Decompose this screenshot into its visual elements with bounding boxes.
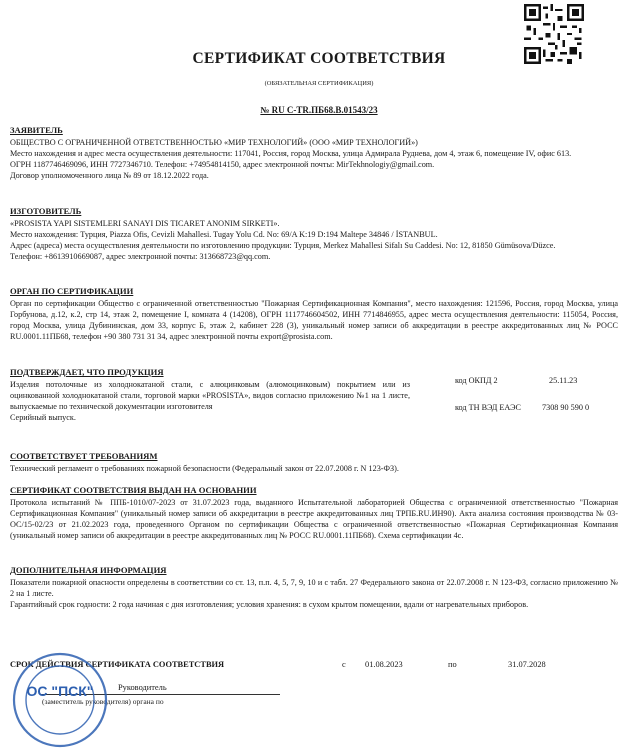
additional-text-1: Показатели пожарной опасности определены в соответствии со ст. 13, п.п. 4, 5, 7, 9, 10 и с табл. 27 Федерального закона от 22.07.2008 г. N 123-ФЗ, согласно приложению № 2 на 1 листе. — [10, 578, 618, 598]
product-serial: Серийный выпуск. — [10, 413, 76, 422]
validity-to-label: по — [448, 660, 457, 669]
applicant-name: ОБЩЕСТВО С ОГРАНИЧЕННОЙ ОТВЕТСТВЕННОСТЬЮ «МИР ТЕХНОЛОГИЙ» (ООО «МИР ТЕХНОЛОГИЙ») — [10, 138, 418, 147]
additional-block — [10, 577, 618, 610]
certificate-number: № RU C-TR.ПБ68.В.01543/23 — [260, 105, 378, 115]
stamp-text: ОС "ПСК" — [26, 683, 94, 699]
additional-heading: ДОПОЛНИТЕЛЬНАЯ ИНФОРМАЦИЯ — [10, 565, 167, 575]
product-block — [10, 379, 410, 423]
certificate-title: СЕРТИФИКАТ СООТВЕТСТВИЯ — [192, 50, 446, 67]
manufacturer-phone: Телефон: +8613910669087, адрес электронной почты: 313668723@qq.com. — [10, 252, 271, 261]
certificate-subtitle: (ОБЯЗАТЕЛЬНАЯ СЕРТИФИКАЦИЯ) — [264, 80, 374, 87]
validity-from: 01.08.2023 — [365, 660, 403, 669]
signature-head: Руководитель — [118, 683, 167, 692]
product-text: Изделия потолочные из холоднокатаной стали, с алюцинковым (алюмоцинковым) покрытием или из оцинкованной холоднокатаной стали, торговой марки «PROSISTA», видов согласно приложению №1 на 1 листе, выпускаемые по технической документации изготовителя — [10, 380, 410, 411]
applicant-ogrn: ОГРН 1187746469096, ИНН 7727346710. Телефон: +74954814150, адрес электронной почты: MirTekhnologiy@gmail.com. — [10, 160, 435, 169]
tnved-label: код ТН ВЭД ЕАЭС — [455, 403, 521, 412]
basis-text: Протокола испытаний № ППБ-1010/07-2023 от 31.07.2023 года, выданного Испытательной лабораторией Общества с ограниченной ответственностью "Пожарная Сертификационная Компания" (уникальный номер записи об аккредитации в реестре аккредитованных лиц ТРПБ.RU.ИН90). Акта анализа состояния производства № 03-ОС/15-02/23 от 21.02.2023 года, проведенного Органом по сертификации Общества с ограниченной ответственностью «Пожарная Сертификационная Компания (уникальный номер записи об аккредитации в реестре аккредитованных лиц № РОСС RU.0001.11ПБ68). Схема сертификации 4с. — [10, 498, 618, 540]
requirements-heading: СООТВЕТСТВУЕТ ТРЕБОВАНИЯМ — [10, 451, 158, 461]
body-heading: ОРГАН ПО СЕРТИФИКАЦИИ — [10, 286, 134, 296]
basis-heading: СЕРТИФИКАТ СООТВЕТСТВИЯ ВЫДАН НА ОСНОВАНИИ — [10, 485, 257, 495]
applicant-contract: Договор уполномоченного лица № 89 от 18.12.2022 года. — [10, 171, 209, 180]
applicant-block — [10, 137, 618, 181]
okpd-label: код ОКПД 2 — [455, 376, 498, 385]
requirements-text: Технический регламент о требованиях пожарной безопасности (Федеральный закон от 22.07.2008 г. N 123-ФЗ). — [10, 464, 399, 473]
validity-to: 31.07.2028 — [508, 660, 546, 669]
tnved-value: 7308 90 590 0 — [542, 403, 590, 412]
product-heading: ПОДТВЕРЖДАЕТ, ЧТО ПРОДУКЦИЯ — [10, 367, 164, 377]
validity-label: СРОК ДЕЙСТВИЯ СЕРТИФИКАТА СООТВЕТСТВИЯ — [10, 660, 225, 669]
applicant-heading: ЗАЯВИТЕЛЬ — [10, 125, 63, 135]
okpd-value: 25.11.23 — [549, 376, 578, 385]
manufacturer-block — [10, 218, 618, 262]
manufacturer-production: Адрес (адреса) места осуществления деятельности по изготовлению продукции: Турция, Merkez Mahallesi Sifalı Su Caddesi. No: 12, 81850 Gümüsova/Düzce. — [10, 241, 556, 250]
validity-from-label: с — [342, 660, 346, 669]
body-text: Орган по сертификации Общество с ограниченной ответственностью "Пожарная Сертификационная Компания", место нахождения: 121596, Россия, город Москва, улица Горбунова, д.12, к.2, стр 14, этаж 2, помещение I, комната 4 (14208), ОГРН 1117746604502, ИНН 7714846955, адрес места осуществления деятельности: 115054, Россия, город Москва, улица Дубининская, дом 33, корпус Б, этаж 2, кабинет 228 (3), уникальный номер записи об аккредитации в реестре аккредитованных лиц № РОСС RU.0001.11ПБ68, телефон +90 380 731 31 34, адрес электронной почты export@prosista.com. — [10, 299, 618, 341]
manufacturer-heading: ИЗГОТОВИТЕЛЬ — [10, 206, 82, 216]
signature-head-sub: (заместитель руководителя) органа по — [42, 697, 164, 706]
manufacturer-name: «PROSISTA YAPI SISTEMLERI SANAYI DIS TICARET ANONIM SIRKETI». — [10, 219, 280, 228]
manufacturer-address: Место нахождения: Турция, Piazza Ofis, Cevizli Mahallesi. Tugay Yolu Cd. No: 69/A K:19 D:194 Maltepe 34846 / İSTANBUL. — [10, 230, 438, 239]
official-stamp — [10, 650, 110, 750]
applicant-address: Место нахождения и адрес места осуществления деятельности: 117041, Россия, город Москва, улица Адмирала Руднева, дом 4, этаж 6, помещение IV, офис 613. — [10, 149, 572, 158]
additional-text-2: Гарантийный срок годности: 2 года начиная с дня изготовления; условия хранения: в сухом крытом помещении, вдали от нагревательных приборов. — [10, 600, 529, 609]
